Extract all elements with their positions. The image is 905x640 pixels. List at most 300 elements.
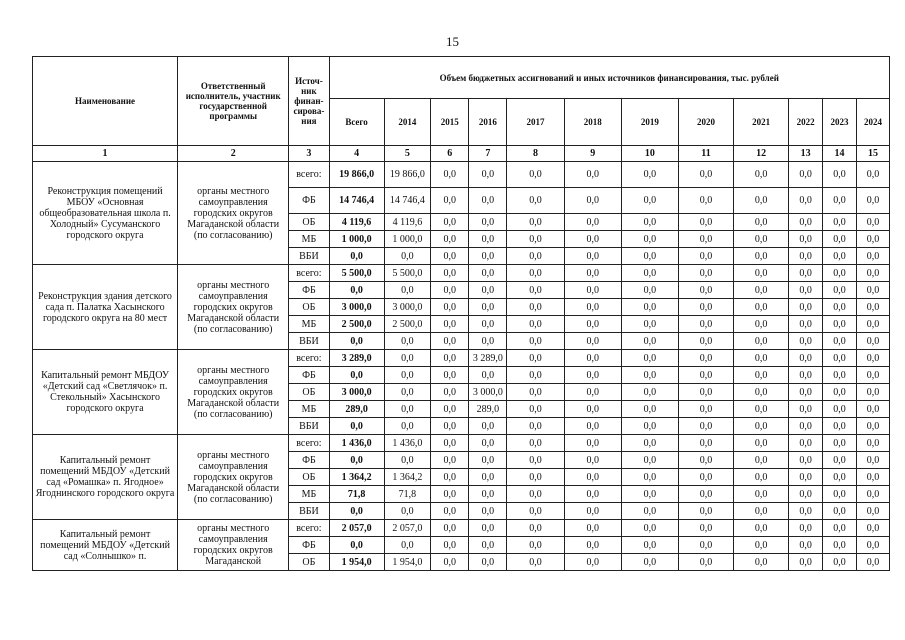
year-value: 0,0 — [856, 418, 889, 435]
year-value: 0,0 — [789, 282, 823, 299]
header-year: 2024 — [856, 99, 889, 146]
year-value: 0,0 — [507, 231, 564, 248]
year-value: 0,0 — [679, 554, 734, 571]
year-value: 0,0 — [469, 469, 507, 486]
year-value: 0,0 — [734, 486, 789, 503]
year-value: 0,0 — [789, 486, 823, 503]
year-value: 0,0 — [621, 520, 678, 537]
year-value: 0,0 — [431, 537, 469, 554]
year-value: 0,0 — [621, 503, 678, 520]
year-value: 0,0 — [856, 469, 889, 486]
total-value: 1 364,2 — [329, 469, 384, 486]
year-value: 0,0 — [384, 350, 431, 367]
year-value: 0,0 — [734, 282, 789, 299]
year-value: 0,0 — [469, 265, 507, 282]
year-value: 0,0 — [856, 537, 889, 554]
year-value: 0,0 — [734, 162, 789, 188]
year-value: 0,0 — [789, 469, 823, 486]
year-value: 0,0 — [734, 248, 789, 265]
year-value: 0,0 — [679, 452, 734, 469]
year-value: 0,0 — [431, 282, 469, 299]
year-value: 14 746,4 — [384, 188, 431, 214]
total-value: 3 000,0 — [329, 384, 384, 401]
funding-source: всего: — [289, 435, 329, 452]
year-value: 0,0 — [621, 265, 678, 282]
total-value: 14 746,4 — [329, 188, 384, 214]
funding-source: ФБ — [289, 537, 329, 554]
year-value: 0,0 — [823, 469, 857, 486]
year-value: 0,0 — [789, 384, 823, 401]
year-value: 0,0 — [734, 299, 789, 316]
project-executor: органы местного самоуправления городских округов Магаданской — [178, 520, 289, 571]
year-value: 0,0 — [507, 265, 564, 282]
year-value: 0,0 — [734, 554, 789, 571]
year-value: 0,0 — [564, 503, 621, 520]
year-value: 0,0 — [469, 537, 507, 554]
year-value: 0,0 — [789, 350, 823, 367]
project-name: Реконструкция здания детского сада п. Палатка Хасынского городского округа на 80 мест — [33, 265, 178, 350]
year-value: 3 000,0 — [469, 384, 507, 401]
year-value: 0,0 — [507, 401, 564, 418]
year-value: 0,0 — [734, 214, 789, 231]
funding-source: всего: — [289, 265, 329, 282]
total-value: 0,0 — [329, 418, 384, 435]
column-number: 1 — [33, 146, 178, 162]
year-value: 0,0 — [789, 333, 823, 350]
funding-source: ОБ — [289, 384, 329, 401]
year-value: 0,0 — [734, 520, 789, 537]
year-value: 1 000,0 — [384, 231, 431, 248]
year-value: 0,0 — [621, 469, 678, 486]
year-value: 2 057,0 — [384, 520, 431, 537]
year-value: 0,0 — [679, 367, 734, 384]
year-value: 0,0 — [734, 452, 789, 469]
year-value: 71,8 — [384, 486, 431, 503]
year-value: 0,0 — [384, 537, 431, 554]
year-value: 0,0 — [823, 350, 857, 367]
page-number: 15 — [446, 34, 459, 49]
year-value: 0,0 — [507, 188, 564, 214]
funding-source: всего: — [289, 162, 329, 188]
year-value: 0,0 — [384, 503, 431, 520]
header-total: Всего — [329, 99, 384, 146]
year-value: 0,0 — [384, 333, 431, 350]
total-value: 0,0 — [329, 282, 384, 299]
year-value: 0,0 — [823, 384, 857, 401]
year-value: 0,0 — [621, 188, 678, 214]
year-value: 0,0 — [679, 537, 734, 554]
year-value: 0,0 — [564, 435, 621, 452]
year-value: 289,0 — [469, 401, 507, 418]
year-value: 0,0 — [431, 350, 469, 367]
column-number: 13 — [789, 146, 823, 162]
year-value: 0,0 — [507, 469, 564, 486]
year-value: 0,0 — [823, 333, 857, 350]
project-executor: органы местного самоуправления городских округов Магаданской области (по согласованию) — [178, 350, 289, 435]
year-value: 0,0 — [431, 486, 469, 503]
year-value: 0,0 — [856, 265, 889, 282]
year-value: 0,0 — [507, 248, 564, 265]
year-value: 0,0 — [431, 299, 469, 316]
year-value: 0,0 — [856, 503, 889, 520]
year-value: 0,0 — [734, 367, 789, 384]
year-value: 0,0 — [856, 367, 889, 384]
year-value: 0,0 — [564, 350, 621, 367]
year-value: 0,0 — [507, 299, 564, 316]
column-number: 15 — [856, 146, 889, 162]
year-value: 0,0 — [507, 503, 564, 520]
year-value: 0,0 — [789, 418, 823, 435]
year-value: 0,0 — [469, 520, 507, 537]
total-value: 1 436,0 — [329, 435, 384, 452]
year-value: 1 436,0 — [384, 435, 431, 452]
funding-source: МБ — [289, 316, 329, 333]
year-value: 0,0 — [507, 554, 564, 571]
year-value: 0,0 — [734, 435, 789, 452]
table-row — [33, 265, 890, 282]
year-value: 0,0 — [431, 520, 469, 537]
total-value: 2 057,0 — [329, 520, 384, 537]
total-value: 3 289,0 — [329, 350, 384, 367]
year-value: 0,0 — [621, 401, 678, 418]
year-value: 0,0 — [564, 418, 621, 435]
funding-source: всего: — [289, 350, 329, 367]
project-name: Реконструкция помещений МБОУ «Основная общеобразовательная школа п. Холодный» Сусуманского городского округа — [33, 162, 178, 265]
total-value: 0,0 — [329, 503, 384, 520]
year-value: 0,0 — [507, 520, 564, 537]
year-value: 0,0 — [469, 162, 507, 188]
year-value: 0,0 — [431, 503, 469, 520]
year-value: 0,0 — [856, 231, 889, 248]
funding-source: ФБ — [289, 188, 329, 214]
year-value: 0,0 — [469, 299, 507, 316]
header-source: Источ-ник финан-сирова-ния — [289, 57, 329, 146]
year-value: 0,0 — [469, 282, 507, 299]
year-value: 0,0 — [507, 384, 564, 401]
year-value: 5 500,0 — [384, 265, 431, 282]
column-number: 12 — [734, 146, 789, 162]
year-value: 0,0 — [856, 350, 889, 367]
year-value: 0,0 — [469, 452, 507, 469]
year-value: 0,0 — [856, 316, 889, 333]
year-value: 0,0 — [469, 486, 507, 503]
year-value: 0,0 — [679, 231, 734, 248]
year-value: 0,0 — [564, 469, 621, 486]
header-year: 2021 — [734, 99, 789, 146]
project-name: Капитальный ремонт помещений МБДОУ «Детский сад «Ромашка» п. Ягодное» Ягоднинского городского округа — [33, 435, 178, 520]
year-value: 0,0 — [789, 452, 823, 469]
year-value: 0,0 — [789, 265, 823, 282]
year-value: 1 364,2 — [384, 469, 431, 486]
year-value: 0,0 — [384, 248, 431, 265]
year-value: 0,0 — [789, 435, 823, 452]
year-value: 0,0 — [734, 401, 789, 418]
year-value: 0,0 — [856, 299, 889, 316]
total-value: 4 119,6 — [329, 214, 384, 231]
year-value: 0,0 — [789, 248, 823, 265]
year-value: 0,0 — [789, 299, 823, 316]
total-value: 1 954,0 — [329, 554, 384, 571]
year-value: 0,0 — [469, 214, 507, 231]
year-value: 0,0 — [564, 316, 621, 333]
column-number: 2 — [178, 146, 289, 162]
year-value: 0,0 — [431, 248, 469, 265]
year-value: 0,0 — [734, 265, 789, 282]
year-value: 0,0 — [856, 333, 889, 350]
year-value: 0,0 — [856, 248, 889, 265]
year-value: 0,0 — [431, 188, 469, 214]
project-executor: органы местного самоуправления городских округов Магаданской области (по согласованию) — [178, 435, 289, 520]
year-value: 0,0 — [564, 282, 621, 299]
year-value: 0,0 — [564, 231, 621, 248]
column-number: 7 — [469, 146, 507, 162]
funding-source: ФБ — [289, 452, 329, 469]
year-value: 0,0 — [823, 231, 857, 248]
funding-source: ВБИ — [289, 333, 329, 350]
year-value: 0,0 — [679, 282, 734, 299]
year-value: 0,0 — [734, 418, 789, 435]
year-value: 0,0 — [564, 265, 621, 282]
year-value: 0,0 — [789, 162, 823, 188]
year-value: 0,0 — [621, 537, 678, 554]
year-value: 0,0 — [823, 503, 857, 520]
year-value: 0,0 — [564, 214, 621, 231]
year-value: 3 000,0 — [384, 299, 431, 316]
year-value: 0,0 — [823, 162, 857, 188]
year-value: 0,0 — [823, 367, 857, 384]
year-value: 0,0 — [734, 469, 789, 486]
column-number: 10 — [621, 146, 678, 162]
year-value: 0,0 — [431, 265, 469, 282]
year-value: 0,0 — [621, 367, 678, 384]
year-value: 0,0 — [384, 452, 431, 469]
total-value: 0,0 — [329, 452, 384, 469]
year-value: 0,0 — [789, 503, 823, 520]
funding-source: МБ — [289, 401, 329, 418]
year-value: 0,0 — [679, 418, 734, 435]
year-value: 0,0 — [621, 282, 678, 299]
year-value: 0,0 — [789, 231, 823, 248]
year-value: 0,0 — [564, 333, 621, 350]
table-row — [33, 162, 890, 188]
year-value: 0,0 — [823, 265, 857, 282]
year-value: 0,0 — [679, 384, 734, 401]
year-value: 0,0 — [789, 188, 823, 214]
funding-source: ОБ — [289, 469, 329, 486]
header-year: 2019 — [621, 99, 678, 146]
year-value: 0,0 — [431, 162, 469, 188]
year-value: 0,0 — [621, 333, 678, 350]
year-value: 0,0 — [564, 537, 621, 554]
year-value: 0,0 — [564, 162, 621, 188]
year-value: 0,0 — [823, 299, 857, 316]
year-value: 0,0 — [469, 367, 507, 384]
total-value: 289,0 — [329, 401, 384, 418]
year-value: 0,0 — [384, 418, 431, 435]
year-value: 0,0 — [469, 188, 507, 214]
year-value: 0,0 — [856, 214, 889, 231]
year-value: 0,0 — [679, 520, 734, 537]
year-value: 0,0 — [789, 214, 823, 231]
year-value: 0,0 — [431, 469, 469, 486]
year-value: 0,0 — [621, 162, 678, 188]
year-value: 0,0 — [431, 418, 469, 435]
year-value: 0,0 — [507, 418, 564, 435]
year-value: 0,0 — [431, 231, 469, 248]
total-value: 0,0 — [329, 248, 384, 265]
total-value: 2 500,0 — [329, 316, 384, 333]
header-volume: Объем бюджетных ассигнований и иных источников финансирования, тыс. рублей — [329, 57, 889, 99]
year-value: 0,0 — [621, 214, 678, 231]
total-value: 0,0 — [329, 367, 384, 384]
year-value: 0,0 — [564, 299, 621, 316]
year-value: 0,0 — [789, 554, 823, 571]
year-value: 0,0 — [679, 401, 734, 418]
year-value: 0,0 — [507, 537, 564, 554]
year-value: 0,0 — [734, 316, 789, 333]
year-value: 0,0 — [856, 554, 889, 571]
year-value: 0,0 — [856, 486, 889, 503]
year-value: 0,0 — [679, 248, 734, 265]
year-value: 0,0 — [679, 214, 734, 231]
year-value: 0,0 — [621, 248, 678, 265]
year-value: 0,0 — [734, 350, 789, 367]
year-value: 0,0 — [469, 435, 507, 452]
year-value: 0,0 — [564, 367, 621, 384]
header-year: 2020 — [679, 99, 734, 146]
year-value: 0,0 — [823, 520, 857, 537]
column-number: 6 — [431, 146, 469, 162]
year-value: 0,0 — [734, 188, 789, 214]
project-name: Капитальный ремонт МБДОУ «Детский сад «Светлячок» п. Стекольный» Хасынского городского округа — [33, 350, 178, 435]
year-value: 0,0 — [384, 367, 431, 384]
year-value: 0,0 — [469, 503, 507, 520]
year-value: 0,0 — [823, 188, 857, 214]
year-value: 3 289,0 — [469, 350, 507, 367]
year-value: 0,0 — [734, 231, 789, 248]
year-value: 0,0 — [564, 188, 621, 214]
year-value: 0,0 — [856, 384, 889, 401]
year-value: 0,0 — [789, 537, 823, 554]
year-value: 0,0 — [384, 401, 431, 418]
funding-source: ФБ — [289, 367, 329, 384]
year-value: 0,0 — [734, 537, 789, 554]
year-value: 0,0 — [679, 333, 734, 350]
total-value: 19 866,0 — [329, 162, 384, 188]
year-value: 4 119,6 — [384, 214, 431, 231]
header-year: 2017 — [507, 99, 564, 146]
total-value: 71,8 — [329, 486, 384, 503]
year-value: 0,0 — [469, 231, 507, 248]
year-value: 0,0 — [431, 333, 469, 350]
year-value: 0,0 — [621, 554, 678, 571]
total-value: 5 500,0 — [329, 265, 384, 282]
year-value: 0,0 — [679, 188, 734, 214]
year-value: 0,0 — [621, 231, 678, 248]
year-value: 0,0 — [507, 214, 564, 231]
column-number: 8 — [507, 146, 564, 162]
year-value: 0,0 — [431, 452, 469, 469]
year-value: 0,0 — [679, 503, 734, 520]
year-value: 0,0 — [823, 486, 857, 503]
header-executor: Ответственный исполнитель, участник государственной программы — [178, 57, 289, 146]
table-row — [33, 350, 890, 367]
year-value: 0,0 — [856, 188, 889, 214]
header-year: 2023 — [823, 99, 857, 146]
year-value: 0,0 — [507, 435, 564, 452]
year-value: 0,0 — [384, 384, 431, 401]
budget-table — [32, 56, 890, 571]
year-value: 0,0 — [789, 401, 823, 418]
year-value: 0,0 — [823, 282, 857, 299]
column-number: 11 — [679, 146, 734, 162]
table-row — [33, 435, 890, 452]
year-value: 0,0 — [564, 520, 621, 537]
column-number: 5 — [384, 146, 431, 162]
funding-source: МБ — [289, 231, 329, 248]
year-value: 0,0 — [734, 384, 789, 401]
year-value: 0,0 — [823, 554, 857, 571]
funding-source: ОБ — [289, 554, 329, 571]
funding-source: ВБИ — [289, 503, 329, 520]
year-value: 0,0 — [564, 554, 621, 571]
year-value: 0,0 — [431, 214, 469, 231]
column-number: 4 — [329, 146, 384, 162]
year-value: 0,0 — [679, 316, 734, 333]
year-value: 0,0 — [679, 299, 734, 316]
year-value: 0,0 — [823, 248, 857, 265]
year-value: 0,0 — [564, 248, 621, 265]
year-value: 0,0 — [507, 162, 564, 188]
funding-source: ОБ — [289, 299, 329, 316]
funding-source: МБ — [289, 486, 329, 503]
year-value: 0,0 — [431, 384, 469, 401]
year-value: 0,0 — [384, 282, 431, 299]
year-value: 19 866,0 — [384, 162, 431, 188]
year-value: 0,0 — [507, 367, 564, 384]
year-value: 0,0 — [469, 554, 507, 571]
year-value: 0,0 — [856, 401, 889, 418]
year-value: 0,0 — [621, 418, 678, 435]
year-value: 0,0 — [823, 418, 857, 435]
year-value: 2 500,0 — [384, 316, 431, 333]
year-value: 0,0 — [621, 350, 678, 367]
year-value: 0,0 — [507, 486, 564, 503]
header-year: 2014 — [384, 99, 431, 146]
total-value: 1 000,0 — [329, 231, 384, 248]
project-name: Капитальный ремонт помещений МБДОУ «Детский сад «Солнышко» п. — [33, 520, 178, 571]
year-value: 0,0 — [856, 282, 889, 299]
year-value: 0,0 — [507, 350, 564, 367]
year-value: 0,0 — [431, 367, 469, 384]
year-value: 0,0 — [564, 452, 621, 469]
year-value: 0,0 — [789, 520, 823, 537]
funding-source: ОБ — [289, 214, 329, 231]
year-value: 0,0 — [431, 554, 469, 571]
total-value: 0,0 — [329, 537, 384, 554]
year-value: 0,0 — [564, 401, 621, 418]
year-value: 0,0 — [856, 162, 889, 188]
header-name: Наименование — [33, 57, 178, 146]
column-number: 9 — [564, 146, 621, 162]
year-value: 0,0 — [823, 316, 857, 333]
year-value: 0,0 — [469, 316, 507, 333]
year-value: 0,0 — [679, 162, 734, 188]
funding-source: всего: — [289, 520, 329, 537]
year-value: 0,0 — [679, 265, 734, 282]
year-value: 0,0 — [469, 248, 507, 265]
year-value: 0,0 — [431, 401, 469, 418]
